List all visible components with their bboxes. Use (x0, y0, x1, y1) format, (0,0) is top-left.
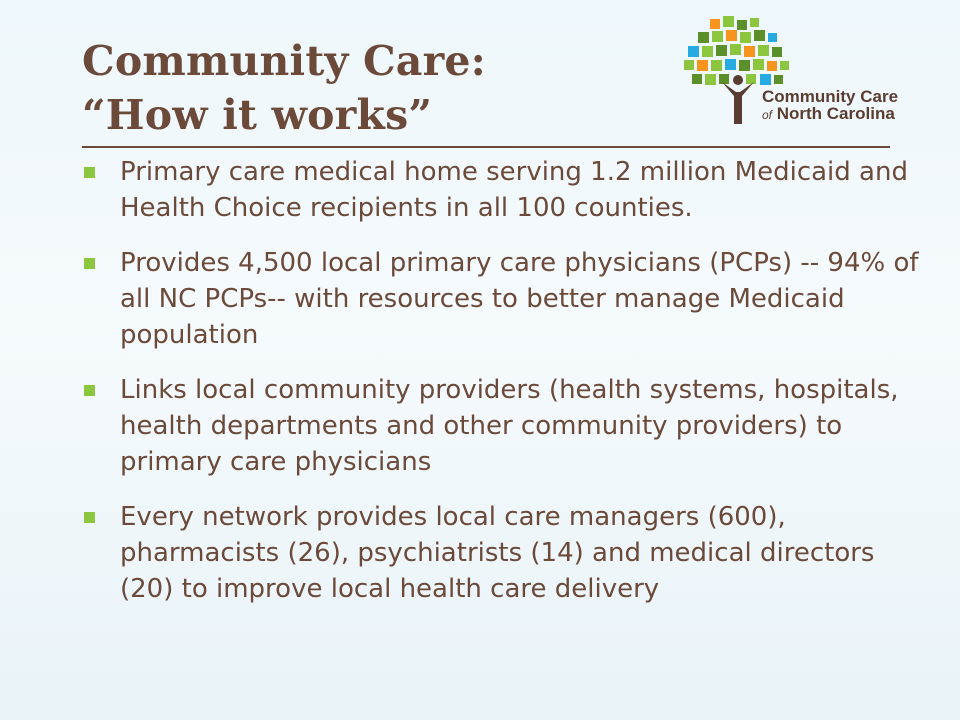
logo-line-2 (762, 105, 898, 124)
bullet-text: Provides 4,500 local primary care physicians (PCPs) -- 94% of all NC PCPs-- with resources to better manage Medicaid population (120, 248, 919, 350)
bullet-square-icon (84, 258, 95, 269)
bullet-item (82, 499, 922, 607)
slide-title (82, 34, 486, 142)
logo-line-2-of: of (762, 108, 773, 122)
bullet-item (82, 154, 922, 226)
bullet-square-icon (84, 385, 95, 396)
title-line-2: “How it works” (82, 91, 433, 139)
title-line-1: Community Care: (82, 37, 486, 85)
bullet-text: Every network provides local care managers (600), pharmacists (26), psychiatrists (14) and medical directors (20) to improve local health care delivery (120, 502, 875, 604)
logo-line-1: Community Care (762, 87, 899, 106)
logo-wordmark (762, 88, 898, 124)
bullet-item (82, 372, 922, 480)
bullet-item (82, 245, 922, 353)
bullet-list (82, 154, 922, 626)
bullet-square-icon (84, 167, 95, 178)
title-divider (82, 146, 890, 148)
logo-line-2-rest: North Carolina (772, 104, 895, 123)
bullet-text: Links local community providers (health systems, hospitals, health departments and other community providers) to primary care physicians (120, 375, 899, 477)
bullet-square-icon (84, 512, 95, 523)
bullet-text: Primary care medical home serving 1.2 million Medicaid and Health Choice recipients in all 100 counties. (120, 157, 908, 223)
